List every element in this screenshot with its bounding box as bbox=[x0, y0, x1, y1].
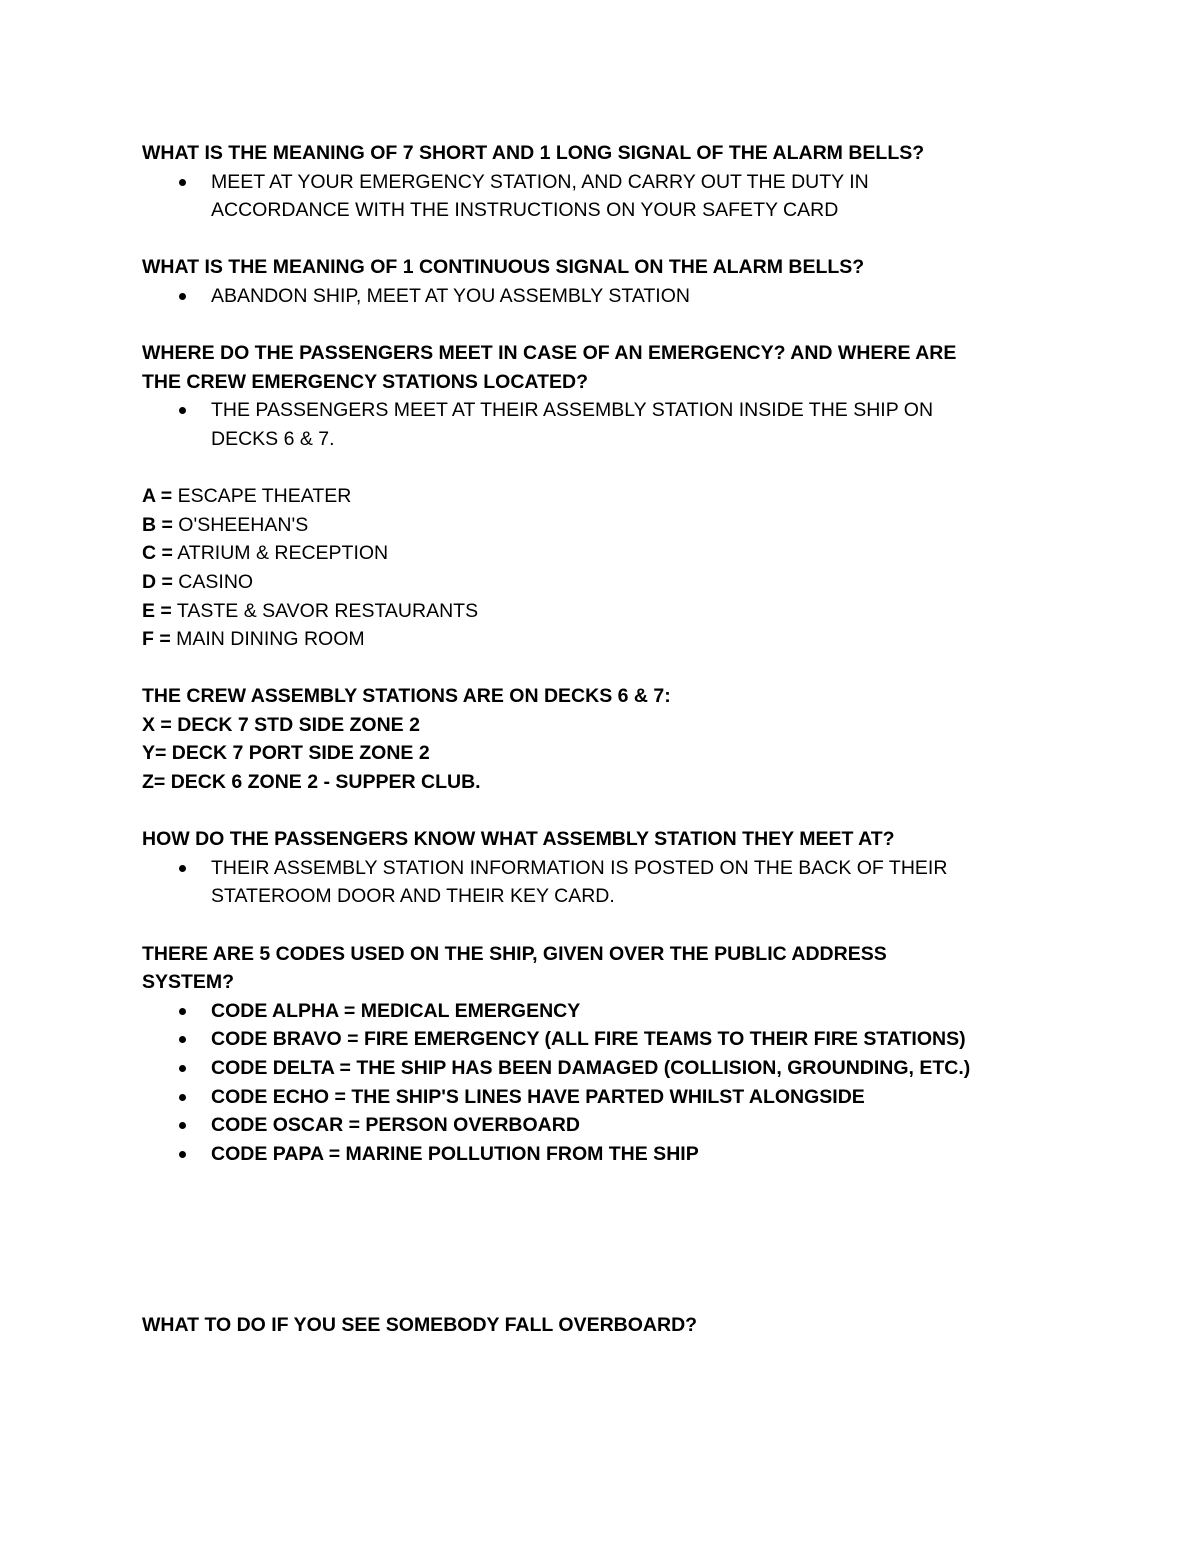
answer-list-alarm-short-long bbox=[142, 168, 1082, 225]
station-row bbox=[142, 597, 1082, 626]
station-key: C = bbox=[142, 542, 173, 565]
codes-list bbox=[142, 997, 1082, 1169]
station-key: A = bbox=[142, 485, 173, 508]
list-item bbox=[142, 1083, 1082, 1112]
codes-heading-cont: SYSTEM? bbox=[142, 971, 235, 994]
bullet-icon bbox=[179, 1151, 186, 1158]
bullet-icon bbox=[179, 1036, 186, 1043]
bullet-icon bbox=[179, 179, 186, 186]
question-alarm-continuous: WHAT IS THE MEANING OF 1 CONTINUOUS SIGNAL ON THE ALARM BELLS? bbox=[142, 256, 865, 279]
list-item bbox=[142, 396, 1082, 453]
list-item bbox=[142, 1140, 1082, 1169]
station-key: B = bbox=[142, 513, 173, 536]
station-value: ESCAPE THEATER bbox=[172, 485, 352, 508]
crew-station-line: Z= DECK 6 ZONE 2 - SUPPER CLUB. bbox=[142, 771, 481, 794]
station-key: E = bbox=[142, 599, 172, 622]
station-key: D = bbox=[142, 570, 173, 593]
station-value: TASTE & SAVOR RESTAURANTS bbox=[171, 599, 479, 622]
station-row bbox=[142, 511, 1082, 540]
crew-station-line: Y= DECK 7 PORT SIDE ZONE 2 bbox=[142, 742, 430, 765]
station-row bbox=[142, 539, 1082, 568]
station-key: F = bbox=[142, 628, 171, 651]
station-row bbox=[142, 568, 1082, 597]
list-item bbox=[142, 168, 1082, 225]
assembly-station-list bbox=[142, 482, 1082, 654]
list-item bbox=[142, 282, 1082, 311]
code-item: CODE ALPHA = MEDICAL EMERGENCY bbox=[211, 999, 581, 1022]
codes-heading: THERE ARE 5 CODES USED ON THE SHIP, GIVEN OVER THE PUBLIC ADDRESS bbox=[142, 942, 887, 965]
code-item: CODE OSCAR = PERSON OVERBOARD bbox=[211, 1114, 580, 1137]
question-passenger-station-info: HOW DO THE PASSENGERS KNOW WHAT ASSEMBLY STATION THEY MEET AT? bbox=[142, 828, 895, 851]
bullet-icon bbox=[179, 293, 186, 300]
crew-assembly-heading: THE CREW ASSEMBLY STATIONS ARE ON DECKS 6 & 7: bbox=[142, 685, 671, 708]
answer-line: THEIR ASSEMBLY STATION INFORMATION IS POSTED ON THE BACK OF THEIR bbox=[211, 856, 948, 879]
answer-list-passenger-station-info bbox=[142, 854, 1082, 911]
answer-list-passenger-meeting bbox=[142, 396, 1082, 453]
question-passenger-meeting: WHERE DO THE PASSENGERS MEET IN CASE OF AN EMERGENCY? AND WHERE ARE bbox=[142, 342, 957, 365]
bullet-icon bbox=[179, 1094, 186, 1101]
document-page bbox=[142, 139, 1082, 1340]
code-item: CODE PAPA = MARINE POLLUTION FROM THE SHIP bbox=[211, 1142, 699, 1165]
answer-list-alarm-continuous bbox=[142, 282, 1082, 311]
code-item: CODE BRAVO = FIRE EMERGENCY (ALL FIRE TEAMS TO THEIR FIRE STATIONS) bbox=[211, 1028, 966, 1051]
answer-line: ACCORDANCE WITH THE INSTRUCTIONS ON YOUR SAFETY CARD bbox=[211, 199, 839, 222]
answer-line: MEET AT YOUR EMERGENCY STATION, AND CARRY OUT THE DUTY IN bbox=[211, 170, 869, 193]
station-row bbox=[142, 625, 1082, 654]
bullet-icon bbox=[179, 1122, 186, 1129]
station-value: CASINO bbox=[172, 570, 254, 593]
bullet-icon bbox=[179, 1065, 186, 1072]
answer-line: STATEROOM DOOR AND THEIR KEY CARD. bbox=[211, 885, 615, 908]
bullet-icon bbox=[179, 407, 186, 414]
list-item bbox=[142, 854, 1082, 911]
answer-line: THE PASSENGERS MEET AT THEIR ASSEMBLY STATION INSIDE THE SHIP ON bbox=[211, 399, 934, 422]
list-item bbox=[142, 1111, 1082, 1140]
question-passenger-meeting-cont: THE CREW EMERGENCY STATIONS LOCATED? bbox=[142, 370, 588, 393]
answer-line: ABANDON SHIP, MEET AT YOU ASSEMBLY STATION bbox=[211, 284, 690, 307]
code-item: CODE ECHO = THE SHIP'S LINES HAVE PARTED WHILST ALONGSIDE bbox=[211, 1085, 865, 1108]
bullet-icon bbox=[179, 865, 186, 872]
station-value: O'SHEEHAN'S bbox=[172, 513, 309, 536]
question-person-overboard: WHAT TO DO IF YOU SEE SOMEBODY FALL OVERBOARD? bbox=[142, 1314, 698, 1337]
bullet-icon bbox=[179, 1008, 186, 1015]
crew-station-line: X = DECK 7 STD SIDE ZONE 2 bbox=[142, 713, 420, 736]
list-item bbox=[142, 997, 1082, 1026]
question-alarm-short-long: WHAT IS THE MEANING OF 7 SHORT AND 1 LONG SIGNAL OF THE ALARM BELLS? bbox=[142, 142, 925, 164]
station-value: MAIN DINING ROOM bbox=[170, 628, 365, 651]
list-item bbox=[142, 1054, 1082, 1083]
code-item: CODE DELTA = THE SHIP HAS BEEN DAMAGED (COLLISION, GROUNDING, ETC.) bbox=[211, 1057, 971, 1079]
answer-line: DECKS 6 & 7. bbox=[211, 427, 335, 450]
station-value: ATRIUM & RECEPTION bbox=[172, 542, 389, 565]
station-row bbox=[142, 482, 1082, 511]
list-item bbox=[142, 1025, 1082, 1054]
